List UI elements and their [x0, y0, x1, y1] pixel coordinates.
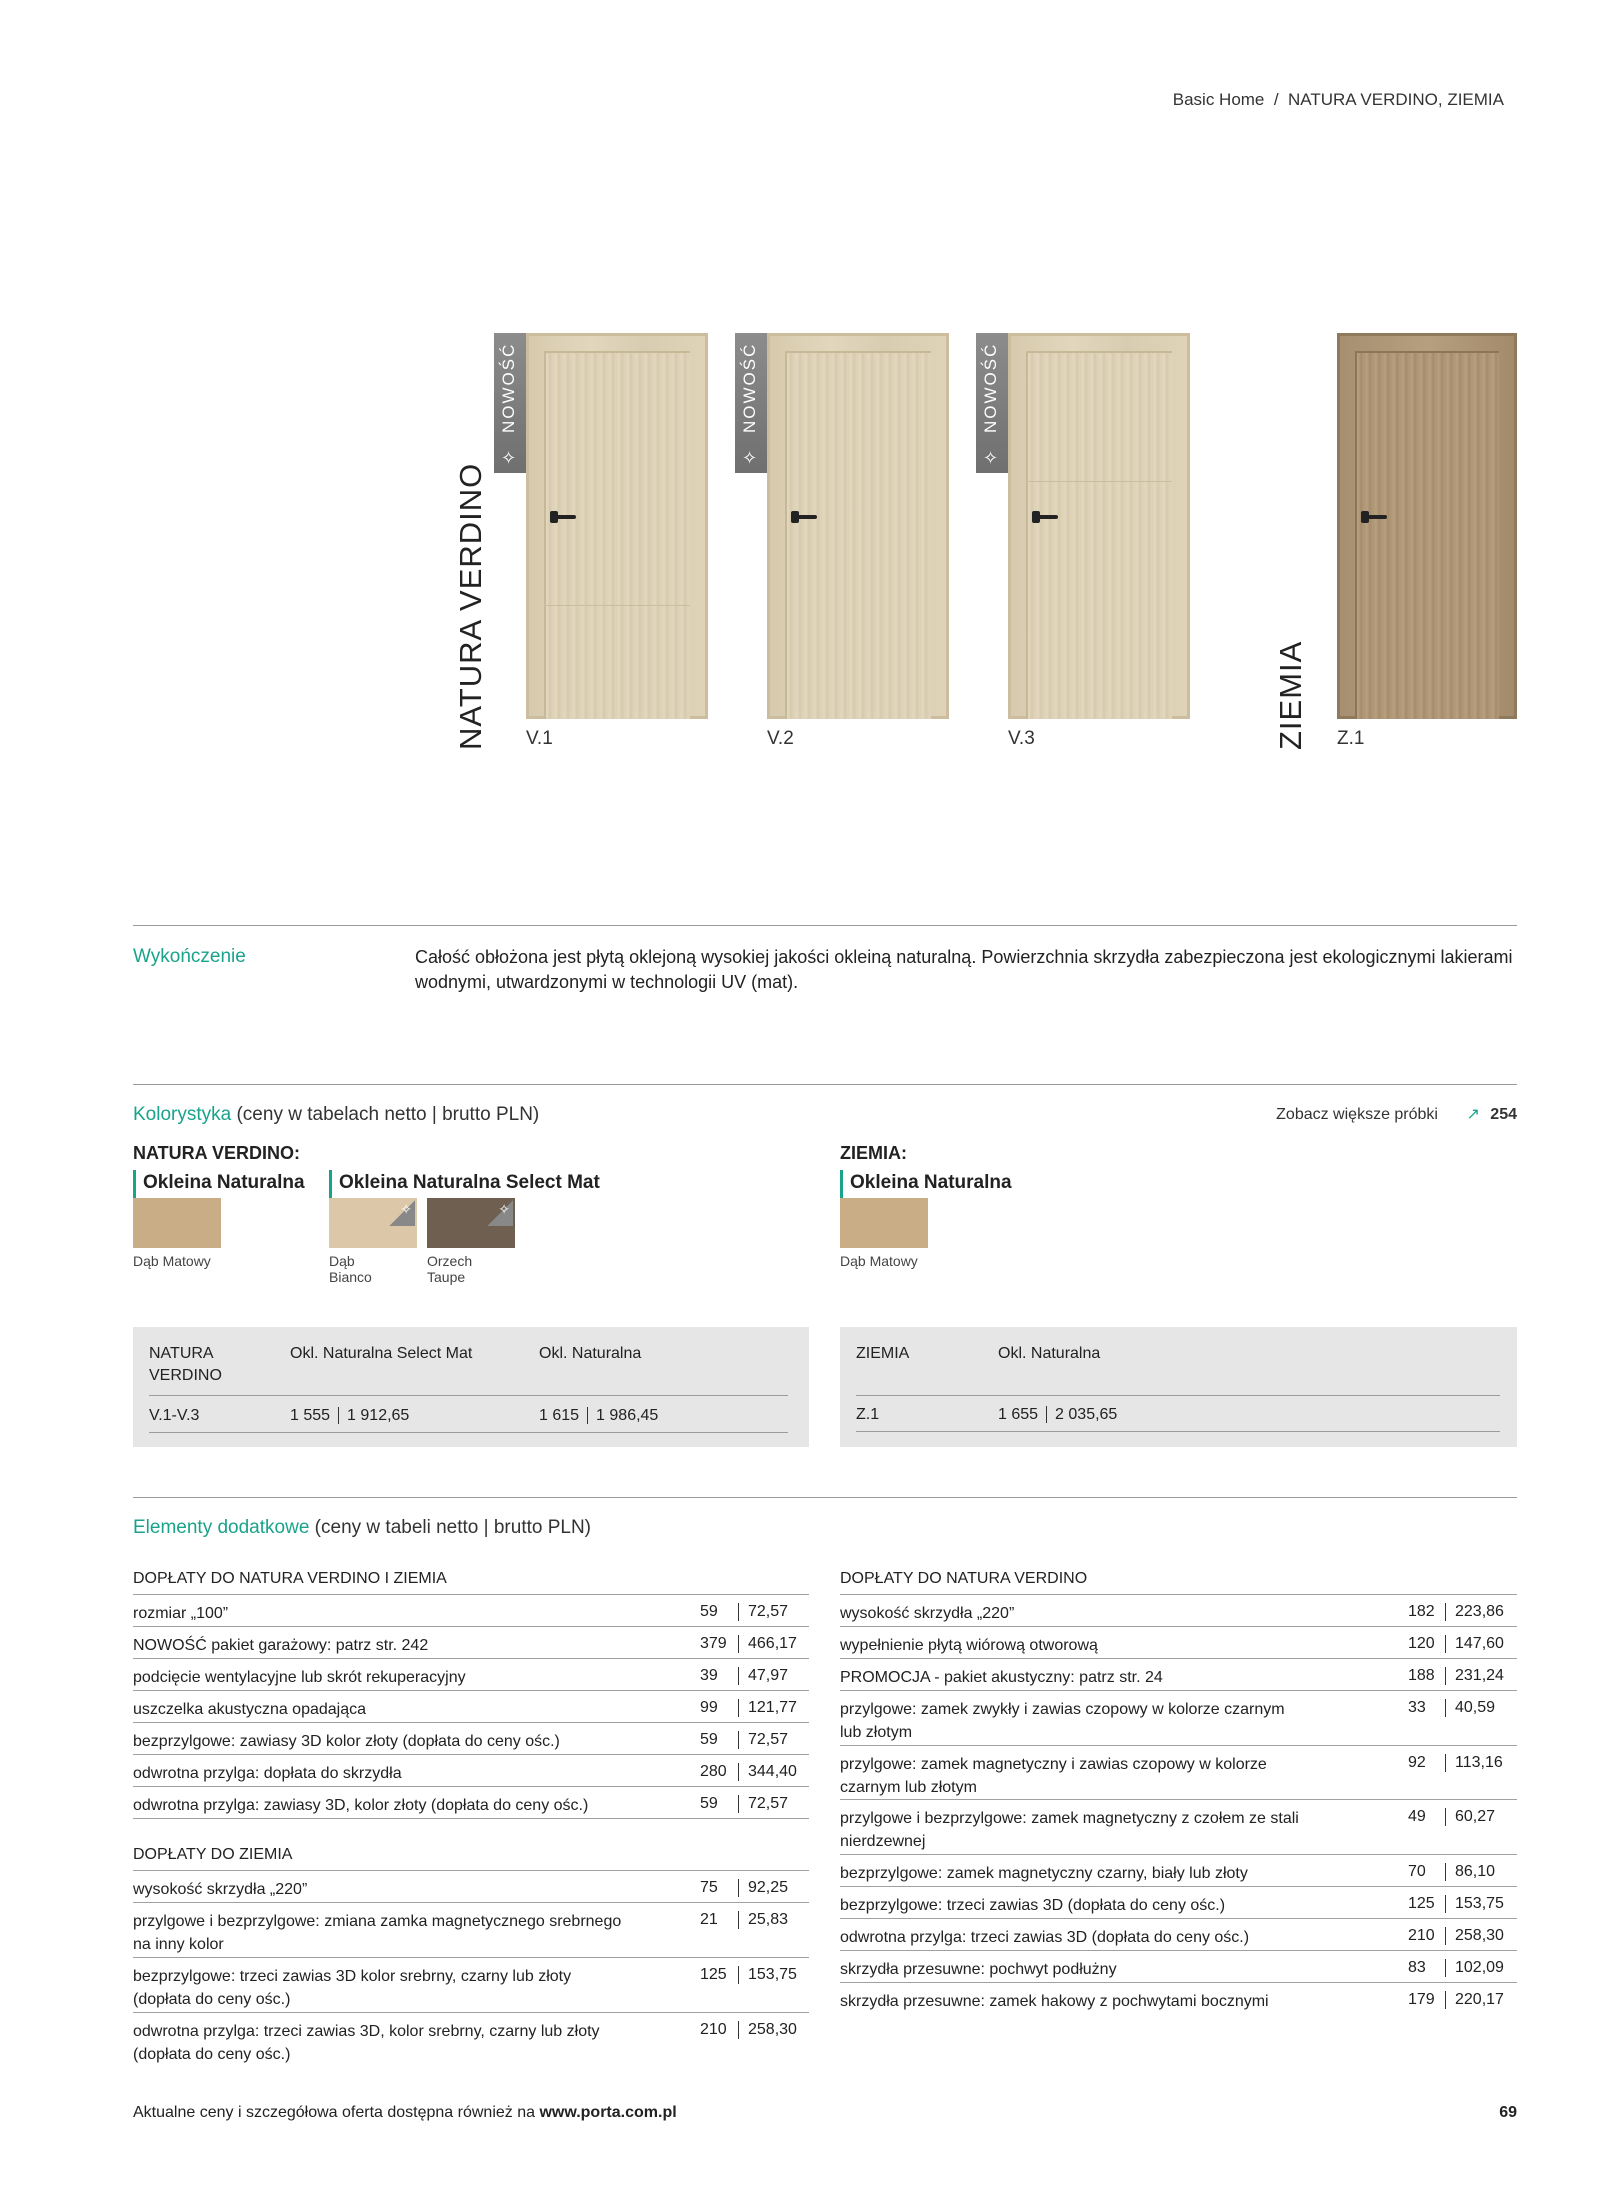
row-divider: [840, 1690, 1517, 1691]
extras-row-gross: 72,57: [738, 1731, 788, 1749]
extras-row-net: 83: [1408, 1959, 1426, 1976]
divider: [133, 1084, 1517, 1085]
extras-row-gross: 466,17: [738, 1635, 797, 1653]
price-table-ziemia: [840, 1327, 1517, 1447]
price-header-model: ZIEMIA: [856, 1345, 910, 1362]
extras-row-gross: 147,60: [1445, 1635, 1504, 1653]
extras-row-line: czarnym lub złotym: [840, 1779, 977, 1796]
extras-row-net: 210: [700, 2021, 727, 2038]
new-badge: [976, 333, 1008, 473]
extras-row-text: bezprzylgowe: zamek magnetyczny czarny, biały lub złoty: [840, 1865, 1248, 1882]
price-header-model: [149, 1343, 222, 1387]
extras-row-line: bezprzylgowe: trzeci zawias 3D kolor srebrny, czarny lub złoty: [133, 1968, 572, 1985]
extras-row-gross: 113,16: [1445, 1754, 1503, 1772]
arrow-up-right-icon: ↗: [1466, 1106, 1480, 1123]
extras-row-line: przylgowe: zamek zwykły i zawias czopowy w kolorze czarnym: [840, 1701, 1285, 1718]
row-divider: [840, 1626, 1517, 1627]
extras-row-net: 39: [700, 1667, 718, 1684]
extras-row-net: 21: [700, 1911, 718, 1928]
extras-row-text: PROMOCJA - pakiet akustyczny: patrz str. 24: [840, 1669, 1163, 1686]
extras-row-net: 75: [700, 1879, 718, 1896]
price-header-line: VERDINO: [149, 1367, 222, 1384]
door-image-v2[interactable]: [767, 333, 949, 719]
extras-row-text: wysokość skrzydła „220”: [840, 1605, 1015, 1622]
divider: [133, 1497, 1517, 1498]
extras-row-line: przylgowe i bezprzylgowe: zmiana zamka magnetycznego srebrnego: [133, 1913, 622, 1930]
colors-title-suffix: (ceny w tabelach netto | brutto PLN): [231, 1104, 540, 1125]
price-cell-select-mat: [290, 1407, 409, 1425]
price-header-naturalna: Okl. Naturalna: [539, 1345, 642, 1362]
extras-title: [133, 1517, 591, 1539]
extras-row-line: przylgowe i bezprzylgowe: zamek magnetyczny z czołem ze stali: [840, 1810, 1299, 1827]
footer-url-link[interactable]: www.porta.com.pl: [539, 2104, 677, 2121]
price-cell-model: Z.1: [856, 1406, 880, 1423]
footer-text: Aktualne ceny i szczegółowa oferta dostępna również na: [133, 2104, 540, 2121]
okleina-naturalna-heading: Okleina Naturalna: [133, 1170, 305, 1200]
extras-row-text: [840, 1807, 1299, 1853]
door-label-z1: Z.1: [1337, 728, 1365, 749]
price-gross: 1 986,45: [587, 1407, 658, 1424]
finish-description: Całość obłożona jest płytą oklejoną wysokiej jakości okleiną naturalną. Powierzchnia skrzydła zabezpieczona jest ekologicznymi lakierami wodnymi, utwardzonymi w technologii UV (mat).: [415, 947, 1513, 992]
extras-row-text: odwrotna przylga: trzeci zawias 3D (dopłata do ceny ośc.): [840, 1929, 1250, 1946]
extras-row-gross: 60,27: [1445, 1808, 1495, 1826]
swatch-dab-matowy-ziemia[interactable]: [840, 1198, 928, 1248]
extras-row-gross: 47,97: [738, 1667, 788, 1685]
extras-row-gross: 258,30: [1445, 1927, 1504, 1945]
extras-row-text: [840, 1753, 1267, 1799]
extras-row-text: bezprzylgowe: zawiasy 3D kolor złoty (dopłata do ceny ośc.): [133, 1733, 560, 1750]
extras-row-net: 280: [700, 1763, 727, 1780]
extras-row-text: [840, 1698, 1285, 1744]
larger-samples-text: Zobacz większe próbki: [1276, 1106, 1438, 1123]
sparkle-icon: ✧: [487, 1200, 513, 1226]
extras-row-gross: 231,24: [1445, 1667, 1504, 1685]
extras-row-net: 59: [700, 1795, 718, 1812]
row-divider: [840, 1982, 1517, 1983]
row-divider: [133, 1786, 809, 1787]
extras-row-text: wypełnienie płytą wiórową otworową: [840, 1637, 1098, 1654]
extras-row-gross: 86,10: [1445, 1863, 1495, 1881]
door-label-v2: V.2: [767, 728, 794, 749]
breadcrumb[interactable]: Basic Home / NATURA VERDINO, ZIEMIA: [1172, 90, 1504, 109]
row-divider: [133, 1658, 809, 1659]
row-divider: [840, 1799, 1517, 1800]
series-title-natura-verdino: NATURA VERDINO: [453, 462, 488, 750]
extras-row-text: [133, 2020, 600, 2066]
price-gross: 1 912,65: [338, 1407, 409, 1424]
extras-row-net: 182: [1408, 1603, 1435, 1620]
extras-row-net: 179: [1408, 1991, 1435, 2008]
extras-row-net: 92: [1408, 1754, 1426, 1771]
samples-page-number: 254: [1490, 1106, 1517, 1123]
extras-row-text: wysokość skrzydła „220”: [133, 1881, 308, 1898]
ziemia-heading: ZIEMIA:: [840, 1143, 907, 1163]
swatch-dab-matowy[interactable]: [133, 1198, 221, 1248]
footer-note: [133, 2104, 677, 2122]
price-header-naturalna: Okl. Naturalna: [998, 1345, 1101, 1362]
door-label-v3: V.3: [1008, 728, 1035, 749]
series-title-ziemia: ZIEMIA: [1273, 640, 1308, 750]
extras-row-text: uszczelka akustyczna opadająca: [133, 1701, 367, 1718]
extras-row-net: 59: [700, 1603, 718, 1620]
new-badge: [494, 333, 526, 473]
sparkle-icon: ✧: [983, 448, 999, 468]
price-cell-naturalna: [539, 1407, 658, 1425]
price-table-natura-verdino: [133, 1327, 809, 1447]
extras-row-net: 210: [1408, 1927, 1435, 1944]
new-badge: [735, 333, 767, 473]
row-divider: [840, 1594, 1517, 1595]
row-divider: [840, 1745, 1517, 1746]
price-table-line: [856, 1431, 1500, 1432]
row-divider: [133, 1870, 809, 1871]
extras-row-gross: 72,57: [738, 1795, 788, 1813]
swatch-dab-bianco[interactable]: [329, 1198, 417, 1248]
row-divider: [133, 1902, 809, 1903]
extras-row-gross: 102,09: [1445, 1959, 1504, 1977]
extras-row-gross: 72,57: [738, 1603, 788, 1621]
extras-table-title: DOPŁATY DO NATURA VERDINO I ZIEMIA: [133, 1570, 447, 1587]
extras-row-text: [133, 1965, 571, 2011]
swatch-orzech-taupe[interactable]: [427, 1198, 515, 1248]
extras-row-text: [133, 1910, 621, 1956]
extras-row-gross: 121,77: [738, 1699, 797, 1717]
row-divider: [840, 1854, 1517, 1855]
row-divider: [133, 1690, 809, 1691]
extras-row-net: 379: [700, 1635, 727, 1652]
price-cell-naturalna: [998, 1406, 1117, 1424]
colors-title-main: Kolorystyka: [133, 1104, 232, 1125]
extras-row-text: odwrotna przylga: dopłata do skrzydła: [133, 1765, 402, 1782]
door-label-v1: V.1: [526, 728, 553, 749]
price-header-line: NATURA: [149, 1345, 214, 1362]
divider: [133, 925, 1517, 926]
extras-row-net: 33: [1408, 1699, 1426, 1716]
swatch-label-line: Bianco: [329, 1269, 372, 1285]
price-gross: 2 035,65: [1046, 1406, 1117, 1423]
extras-row-line: na inny kolor: [133, 1936, 224, 1953]
row-divider: [133, 1957, 809, 1958]
extras-row-text: rozmiar „100”: [133, 1605, 229, 1622]
colors-title: [133, 1104, 539, 1126]
door-image-z1[interactable]: [1337, 333, 1517, 719]
price-table-line: [149, 1432, 788, 1433]
extras-row-gross: 344,40: [738, 1763, 797, 1781]
page-number: 69: [1499, 2104, 1517, 2121]
row-divider: [840, 1950, 1517, 1951]
extras-row-net: 99: [700, 1699, 718, 1716]
extras-table-title: DOPŁATY DO ZIEMIA: [133, 1846, 293, 1863]
sparkle-icon: ✧: [389, 1200, 415, 1226]
extras-row-net: 125: [1408, 1895, 1435, 1912]
extras-row-net: 120: [1408, 1635, 1435, 1652]
extras-table-title: DOPŁATY DO NATURA VERDINO: [840, 1570, 1088, 1587]
extras-table-left-b: [133, 1846, 809, 2066]
price-table-line: [856, 1395, 1500, 1396]
extras-row-text: podcięcie wentylacyjne lub skrót rekuperacyjny: [133, 1669, 466, 1686]
row-divider: [840, 1886, 1517, 1887]
extras-title-main: Elementy dodatkowe: [133, 1517, 310, 1538]
extras-title-suffix: (ceny w tabeli netto | brutto PLN): [309, 1517, 592, 1538]
finish-label: Wykończenie: [133, 946, 246, 967]
row-divider: [840, 1658, 1517, 1659]
price-cell-model: V.1-V.3: [149, 1407, 200, 1424]
extras-row-gross: 220,17: [1445, 1991, 1504, 2009]
extras-row-line: (dopłata do ceny ośc.): [133, 1991, 291, 2008]
natura-verdino-heading: NATURA VERDINO:: [133, 1143, 300, 1163]
sparkle-icon: ✧: [742, 448, 758, 468]
new-badge-text: NOWOŚĆ: [740, 342, 759, 433]
row-divider: [133, 1754, 809, 1755]
swatch-label-dab-matowy: Dąb Matowy: [133, 1253, 211, 1269]
row-divider: [840, 1918, 1517, 1919]
swatch-label-line: Taupe: [427, 1269, 466, 1285]
extras-row-line: nierdzewnej: [840, 1833, 926, 1850]
extras-row-text: skrzydła przesuwne: pochwyt podłużny: [840, 1961, 1117, 1978]
extras-row-line: lub złotym: [840, 1724, 913, 1741]
extras-row-text: NOWOŚĆ pakiet garażowy: patrz str. 242: [133, 1637, 429, 1654]
extras-row-net: 49: [1408, 1808, 1426, 1825]
door-image-v3[interactable]: [1008, 333, 1190, 719]
row-divider: [133, 1722, 809, 1723]
larger-samples-link[interactable]: [1276, 1104, 1517, 1124]
price-header-select-mat: Okl. Naturalna Select Mat: [290, 1345, 473, 1362]
row-divider: [133, 1626, 809, 1627]
extras-row-gross: 92,25: [738, 1879, 788, 1897]
new-badge-text: NOWOŚĆ: [499, 342, 518, 433]
extras-row-net: 70: [1408, 1863, 1426, 1880]
extras-row-gross: 153,75: [738, 1966, 797, 1984]
extras-row-net: 125: [700, 1966, 727, 1983]
price-net: 1 655: [998, 1406, 1039, 1423]
extras-row-text: skrzydła przesuwne: zamek hakowy z pochwytami bocznymi: [840, 1993, 1269, 2010]
extras-row-gross: 258,30: [738, 2021, 797, 2039]
new-badge-text: NOWOŚĆ: [981, 342, 1000, 433]
swatch-label-dab-matowy-ziemia: Dąb Matowy: [840, 1253, 918, 1269]
extras-row-line: odwrotna przylga: trzeci zawias 3D, kolor srebrny, czarny lub złoty: [133, 2023, 600, 2040]
extras-row-text: odwrotna przylga: zawiasy 3D, kolor złoty (dopłata do ceny ośc.): [133, 1797, 589, 1814]
extras-row-net: 59: [700, 1731, 718, 1748]
price-net: 1 615: [539, 1407, 580, 1424]
row-divider: [133, 1818, 809, 1819]
okleina-naturalna-ziemia-heading: Okleina Naturalna: [840, 1170, 1012, 1200]
okleina-select-mat-heading: Okleina Naturalna Select Mat: [329, 1170, 600, 1200]
swatch-label-orzech-taupe: [427, 1253, 472, 1285]
extras-row-text: bezprzylgowe: trzeci zawias 3D (dopłata do ceny ośc.): [840, 1897, 1226, 1914]
price-table-line: [149, 1395, 788, 1396]
extras-table-right: [840, 1570, 1517, 2010]
extras-row-net: 188: [1408, 1667, 1435, 1684]
extras-row-gross: 153,75: [1445, 1895, 1504, 1913]
swatch-label-dab-bianco: [329, 1253, 372, 1285]
extras-row-line: przylgowe: zamek magnetyczny i zawias czopowy w kolorze: [840, 1756, 1267, 1773]
extras-row-line: (dopłata do ceny ośc.): [133, 2046, 291, 2063]
swatch-label-line: Orzech: [427, 1253, 473, 1269]
price-net: 1 555: [290, 1407, 331, 1424]
extras-table-left-a: [133, 1570, 809, 1830]
sparkle-icon: ✧: [501, 448, 517, 468]
swatch-label-line: Dąb: [329, 1253, 355, 1269]
door-image-v1[interactable]: [526, 333, 708, 719]
row-divider: [133, 1594, 809, 1595]
row-divider: [133, 2012, 809, 2013]
extras-row-gross: 40,59: [1445, 1699, 1495, 1717]
extras-row-gross: 223,86: [1445, 1603, 1504, 1621]
extras-row-gross: 25,83: [738, 1911, 788, 1929]
